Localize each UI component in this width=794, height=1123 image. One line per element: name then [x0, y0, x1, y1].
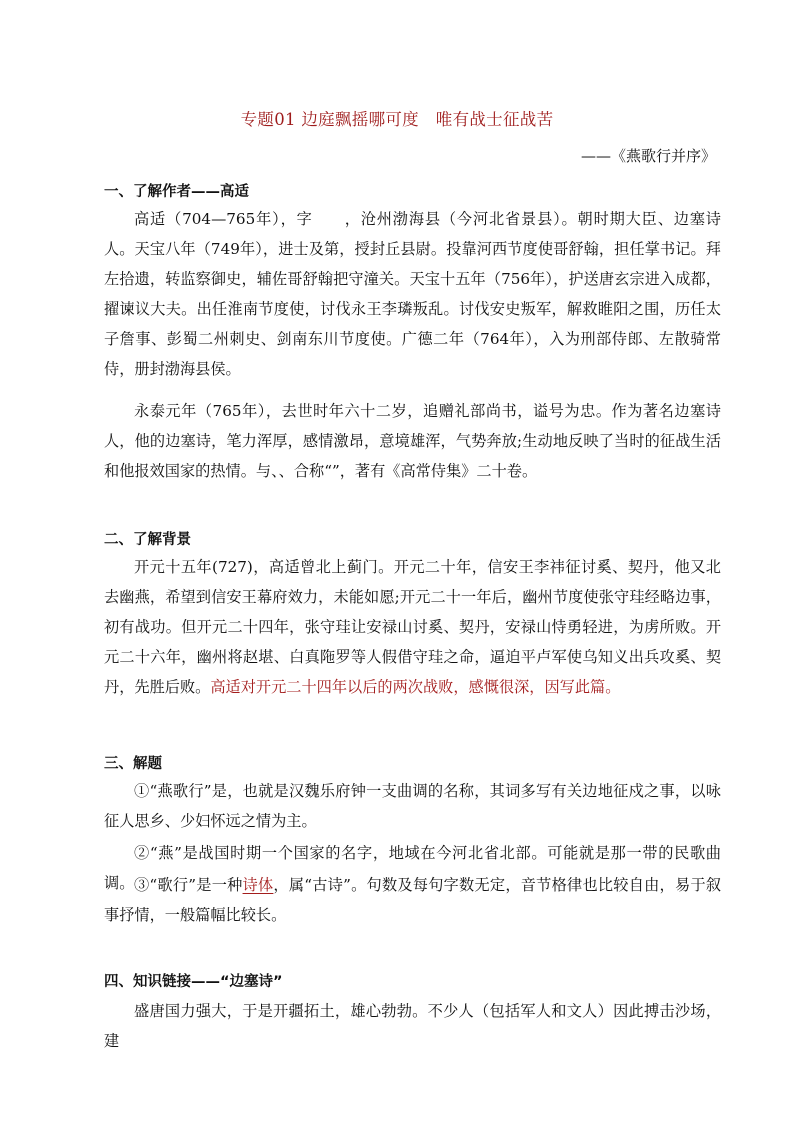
document-title: 专题01 边庭飘摇哪可度 唯有战士征战苦: [240, 110, 554, 129]
section-heading-title-explain: 三、解题: [104, 756, 162, 772]
section-heading-author: 一、了解作者——高适: [104, 184, 249, 200]
background-text: 开元十五年(727)，高适曾北上蓟门。开元二十年，信安王李祎征讨奚、契丹，他又北去幽燕，希望到信安王幕府效力，未能如愿;开元二十一年后，幽州节度使张守珪经略边事，初有战功。但开元二十四年，张守珪让安禄山讨奚、契丹，安禄山恃勇轻进，为虏所败。开元二十六年，幽州将赵堪、白真陁罗等人假借守珪之命，逼迫平卢军使乌知义出兵攻奚、契丹，先胜后败。: [104, 558, 721, 696]
explain-item-3-post: ，属“古诗”。句数及每句字数无定，音节格律也比较自由，易于叙事抒情，一般篇幅比较长。: [104, 876, 722, 924]
document-subtitle: ——《燕歌行并序》: [580, 147, 716, 165]
author-paragraph-2: 永泰元年（765年），去世时年六十二岁，追赠礼部尚书，谥号为忠。作为著名边塞诗人，他的边塞诗，笔力浑厚，感情激昂，意境雄浑，气势奔放;生动地反映了当时的征战生活和他报效国家的热情。与、、合称“”，著有《高常侍集》二十卷。: [104, 402, 721, 480]
explain-item-1: ①“燕歌行”是，也就是汉魏乐府钟一支曲调的名称，其词多写有关边地征戍之事，以咏征人思乡、少妇怀远之情为主。: [104, 782, 721, 830]
frontier-paragraph: 盛唐国力强大，于是开疆拓土，雄心勃勃。不少人（包括军人和文人）因此搏击沙场，建: [104, 1002, 721, 1050]
section-heading-frontier-poetry: 四、知识链接——“边塞诗”: [104, 974, 283, 990]
explain-item-3-pre: ③“歌行”是一种: [134, 876, 243, 894]
poetry-form-link[interactable]: 诗体: [242, 876, 274, 894]
background-highlight: 高适对开元二十四年以后的两次战败，感慨很深，因写此篇。: [210, 678, 621, 696]
section-heading-background: 二、了解背景: [104, 532, 191, 548]
explain-item-3: [104, 870, 721, 930]
explain-item-2: ②“燕”是战国时期一个国家的名字，地域在今河北省北部。可能就是那一带的民歌曲调。: [104, 844, 721, 892]
author-paragraph-1: 高适（704—765年），字 ，沧州渤海县（今河北省景县）。朝时期大臣、边塞诗人。天宝八年（749年），进士及第，授封丘县尉。投靠河西节度使哥舒翰，担任掌书记。拜左拾遗，转监察御史，辅佐哥舒翰把守潼关。天宝十五年（756年），护送唐玄宗进入成都，擢谏议大夫。出任淮南节度使，讨伐永王李璘叛乱。讨伐安史叛军，解救睢阳之围，历任太子詹事、彭蜀二州刺史、剑南东川节度使。广德二年（764年），入为刑部侍郎、左散骑常侍，册封渤海县侯。: [104, 210, 721, 378]
background-paragraph: [104, 552, 721, 702]
